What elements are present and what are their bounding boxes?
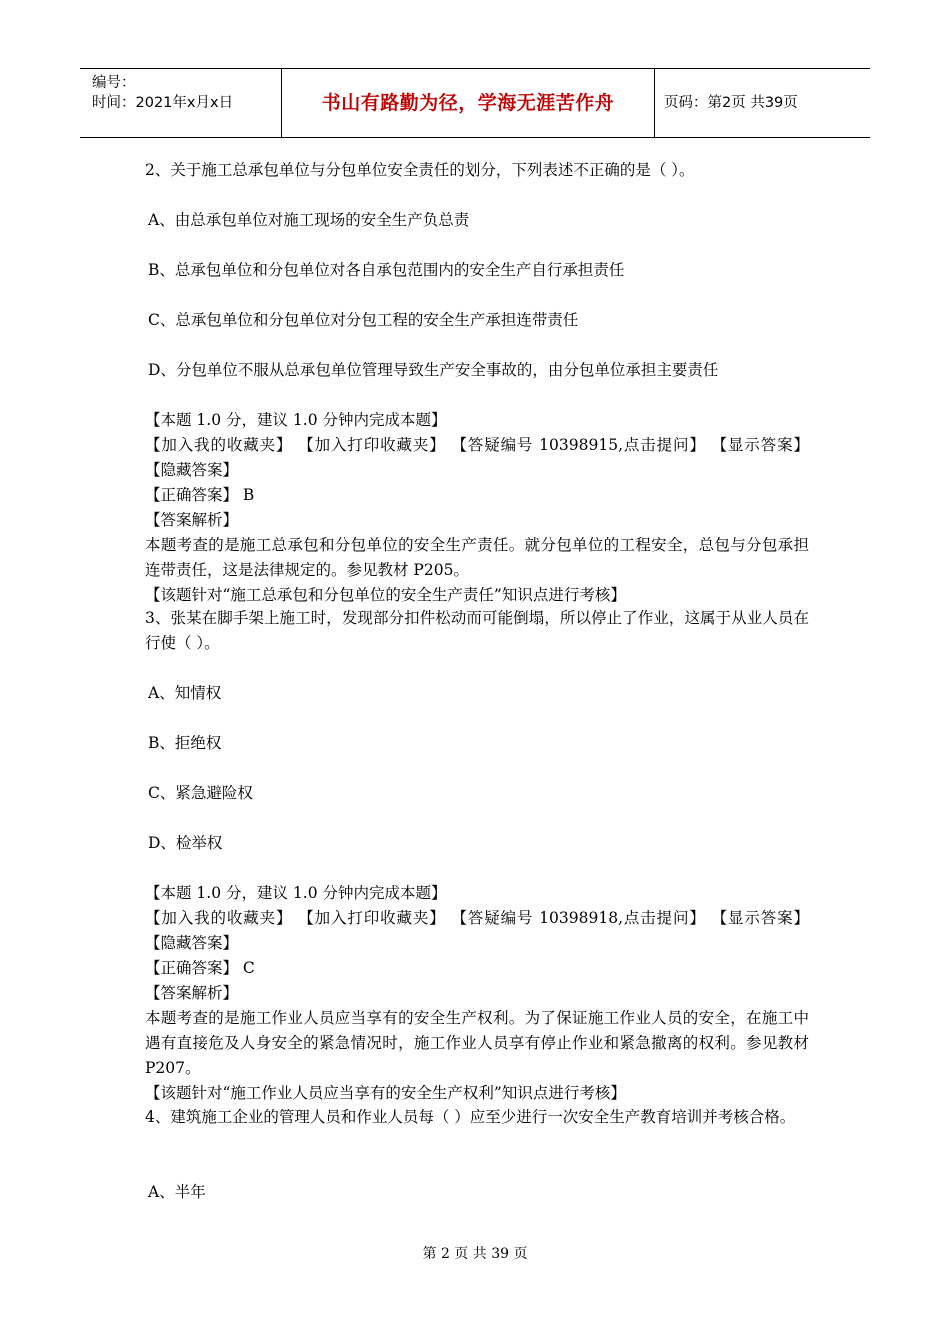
question-stem: 2、关于施工总承包单位与分包单位安全责任的划分，下列表述不正确的是（ ）。 bbox=[145, 161, 695, 179]
question-option[interactable]: A、由总承包单位对施工现场的安全生产负总责 bbox=[148, 211, 470, 229]
score-line: 【本题 1.0 分，建议 1.0 分钟内完成本题】 bbox=[145, 411, 447, 429]
question-option[interactable]: D、分包单位不服从总承包单位管理导致生产安全事故的，由分包单位承担主要责任 bbox=[148, 361, 719, 379]
question-option[interactable]: A、半年 bbox=[148, 1183, 206, 1201]
knowledge-point: 【该题针对“施工总承包和分包单位的安全生产责任”知识点进行考核】 bbox=[145, 586, 626, 604]
analysis-label: 【答案解析】 bbox=[145, 511, 239, 529]
header-meta bbox=[92, 73, 233, 113]
page-footer: 第 2 页 共 39 页 bbox=[422, 1246, 528, 1262]
header-divider bbox=[654, 69, 655, 137]
answer-analysis: 本题考查的是施工总承包和分包单位的安全生产责任。就分包单位的工程安全，总包与分包承担连带责任，这是法律规定的。参见教材 P205。 bbox=[145, 536, 809, 579]
knowledge-point: 【该题针对“施工作业人员应当享有的安全生产权利”知识点进行考核】 bbox=[145, 1084, 626, 1102]
question-stem: 4、建筑施工企业的管理人员和作业人员每（ ）应至少进行一次安全生产教育培训并考核合格。 bbox=[145, 1108, 796, 1126]
question-option[interactable]: A、知情权 bbox=[148, 684, 222, 702]
header-motto: 书山有路勤为径，学海无涯苦作舟 bbox=[321, 92, 615, 114]
question-option[interactable]: C、紧急避险权 bbox=[148, 784, 253, 802]
question-actions[interactable]: 【加入我的收藏夹】 【加入打印收藏夹】 【答疑编号 10398915,点击提问】 【显示答案】 【隐藏答案】 bbox=[145, 436, 809, 479]
answer-analysis: 本题考查的是施工作业人员应当享有的安全生产权利。为了保证施工作业人员的安全，在施工中遇有直接危及人身安全的紧急情况时，施工作业人员享有停止作业和紧急撤离的权利。参见教材 P207。 bbox=[145, 1009, 809, 1077]
question-option[interactable]: B、总承包单位和分包单位对各自承包范围内的安全生产自行承担责任 bbox=[148, 261, 625, 279]
score-line: 【本题 1.0 分，建议 1.0 分钟内完成本题】 bbox=[145, 884, 447, 902]
question-option[interactable]: D、检举权 bbox=[148, 834, 223, 852]
document-code-label: 编号： bbox=[92, 75, 136, 91]
question-actions[interactable]: 【加入我的收藏夹】 【加入打印收藏夹】 【答疑编号 10398918,点击提问】 【显示答案】 【隐藏答案】 bbox=[145, 909, 809, 952]
header-page-info: 页码：第2页 共39页 bbox=[664, 95, 798, 111]
question-option[interactable]: B、拒绝权 bbox=[148, 734, 222, 752]
question-option[interactable]: C、总承包单位和分包单位对分包工程的安全生产承担连带责任 bbox=[148, 311, 579, 329]
document-date: 时间：2021年x月x日 bbox=[92, 95, 234, 111]
page-header bbox=[80, 68, 870, 138]
analysis-label: 【答案解析】 bbox=[145, 984, 239, 1002]
correct-answer: 【正确答案】 B bbox=[145, 486, 255, 504]
correct-answer: 【正确答案】 C bbox=[145, 959, 255, 977]
question-stem: 3、张某在脚手架上施工时，发现部分扣件松动而可能倒塌，所以停止了作业，这属于从业人员在行使（ ）。 bbox=[145, 609, 809, 652]
